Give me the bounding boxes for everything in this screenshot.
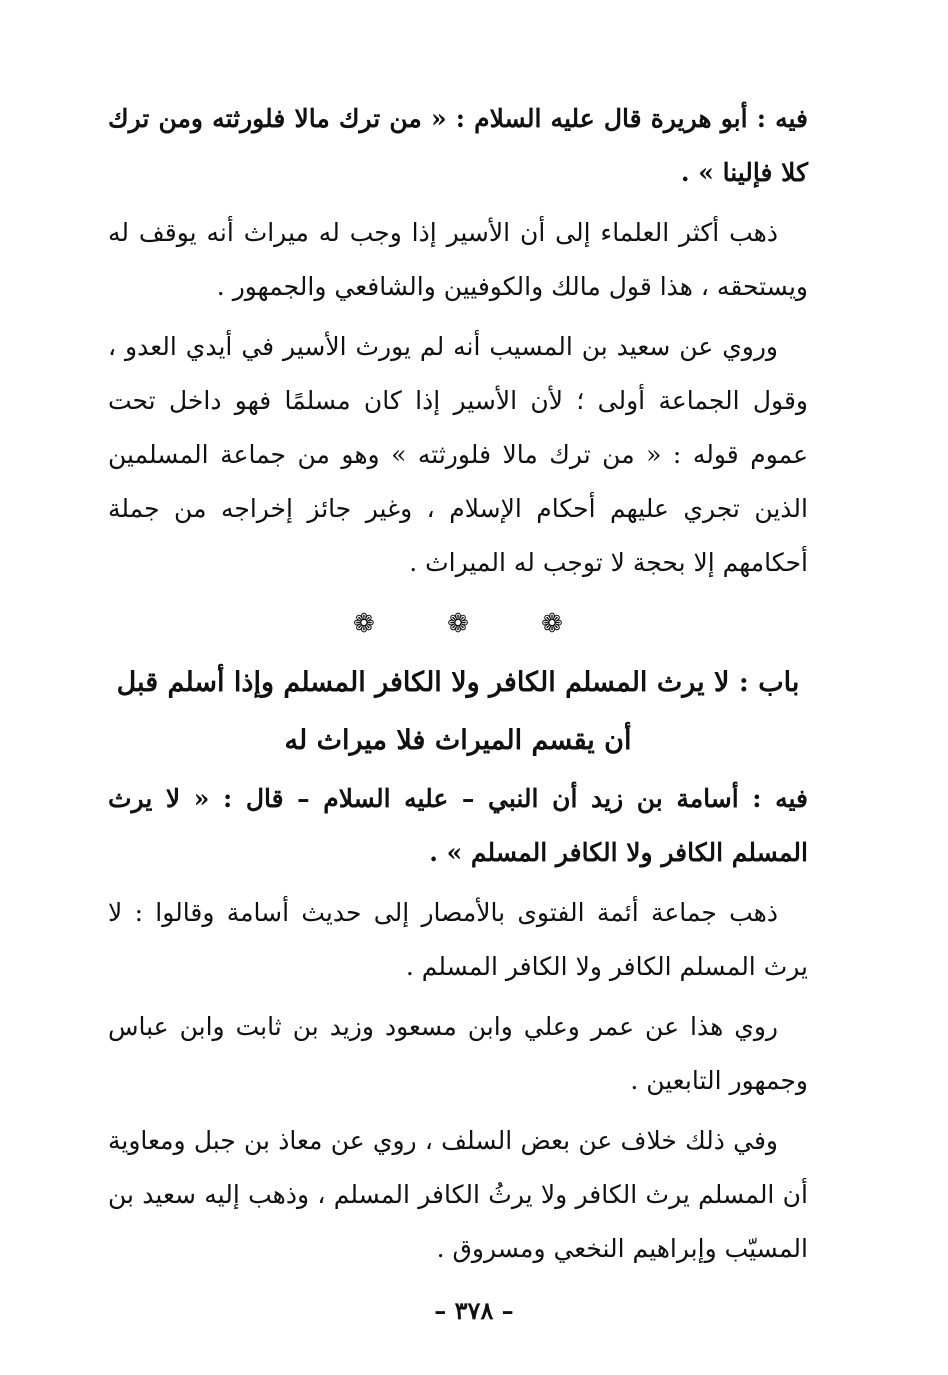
chapter-heading-line-2: أن يقسم الميراث فلا ميراث له: [284, 725, 632, 756]
commentary-companions: روي هذا عن عمر وعلي وابن مسعود وزيد بن ثابت وابن عباس وجمهور التابعين .: [108, 1012, 808, 1095]
commentary-jurists-opinion: ذهب جماعة أئمة الفتوى بالأمصار إلى حديث أسامة وقالوا : لا يرث المسلم الكافر ولا الكافر المسلم .: [108, 898, 808, 981]
separator-star-icon: ❁: [353, 609, 375, 639]
page-body: [108, 92, 808, 1282]
hadith-abu-hurayra: فيه : أبو هريرة قال عليه السلام : « من ترك مالا فلورثته ومن ترك كلا فإلينا » .: [108, 104, 808, 187]
commentary-prisoner-inheritance: ذهب أكثر العلماء إلى أن الأسير إذا وجب له ميراث أنه يوقف له ويستحقه ، هذا قول مالك والكوفيين والشافعي والجمهور .: [108, 218, 808, 301]
separator-star-icon: ❁: [541, 609, 563, 639]
commentary-disagreement: وفي ذلك خلاف عن بعض السلف ، روي عن معاذ بن جبل ومعاوية أن المسلم يرث الكافر ولا يرثُ الكافر المسلم ، وذهب إليه سعيد بن المسيّب وإبراهيم النخعي ومسروق .: [108, 1126, 808, 1263]
hadith-usama-ibn-zayd: فيه : أسامة بن زيد أن النبي – عليه السلام – قال : « لا يرث المسلم الكافر ولا الكافر المسلم » .: [108, 784, 808, 867]
commentary-said-ibn-musayyab: وروي عن سعيد بن المسيب أنه لم يورث الأسير في أيدي العدو ، وقول الجماعة أولى ؛ لأن الأسير إذا كان مسلمًا فهو داخل تحت عموم قوله : « من ترك مالا فلورثته » وهو من جماعة المسلمين الذين تجري عليهم أحكام الإسلام ، وغير جائز إخراجه من جملة أحكامهم إلا بحجة لا توجب له الميراث .: [108, 332, 808, 577]
section-separator: [108, 604, 808, 644]
chapter-heading-line-1: باب : لا يرث المسلم الكافر ولا الكافر المسلم وإذا أسلم قبل: [116, 667, 800, 698]
page-number: – ٣٧٨ –: [434, 1296, 514, 1325]
separator-star-icon: ❁: [447, 609, 469, 639]
